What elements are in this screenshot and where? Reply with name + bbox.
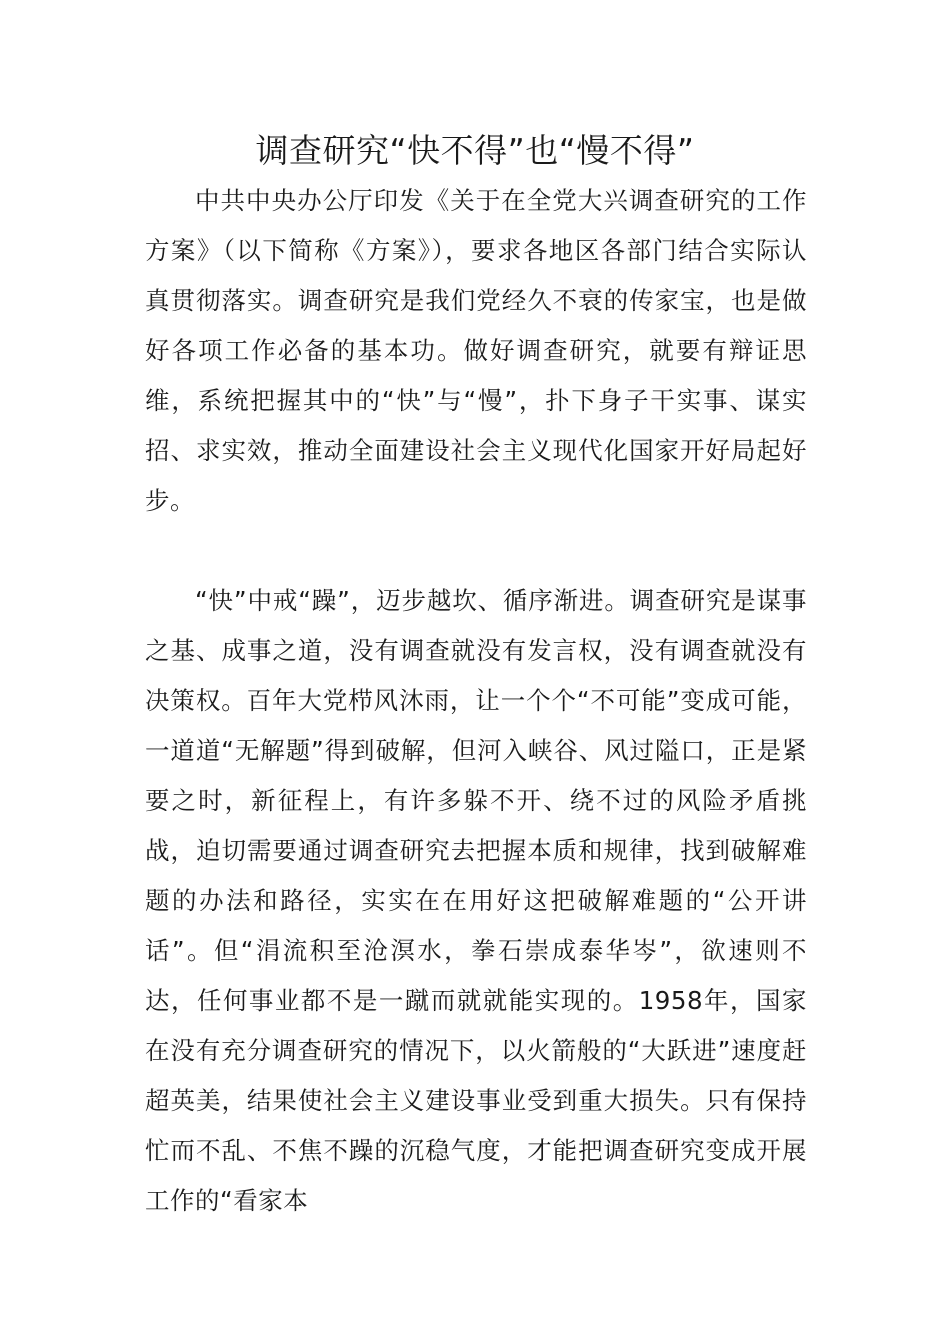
document-title: 调查研究“快不得”也“慢不得” [255, 131, 695, 170]
paragraph-intro: 中共中央办公厅印发《关于在全党大兴调查研究的工作方案》（以下简称《方案》），要求各地区各部门结合实际认真贯彻落实。调查研究是我们党经久不衰的传家宝，也是做好各项工作必备的基本功。做好调查研究，就要有辩证思维，系统把握其中的“快”与“慢”，扑下身子干实事、谋实招、求实效，推动全面建设社会主义现代化国家开好局起好步。 [145, 186, 807, 515]
paragraph-fast-not-rash: “快”中戒“躁”，迈步越坎、循序渐进。调查研究是谋事之基、成事之道，没有调查就没有发言权，没有调查就没有决策权。百年大党栉风沐雨，让一个个“不可能”变成可能，一道道“无解题”得到破解，但河入峡谷、风过隘口，正是紧要之时，新征程上，有许多躲不开、绕不过的风险矛盾挑战，迫切需要通过调查研究去把握本质和规律，找到破解难题的办法和路径，实实在在用好这把破解难题的“公开讲话”。但“涓流积至沧溟水，拳石崇成泰华岑”，欲速则不达，任何事业都不是一蹴而就就能实现的。1958年，国家在没有充分调查研究的情况下，以火箭般的“大跃进”速度赶超英美，结果使社会主义建设事业受到重大损失。只有保持忙而不乱、不焦不躁的沉稳气度，才能把调查研究变成开展工作的“看家本 [145, 586, 807, 1215]
